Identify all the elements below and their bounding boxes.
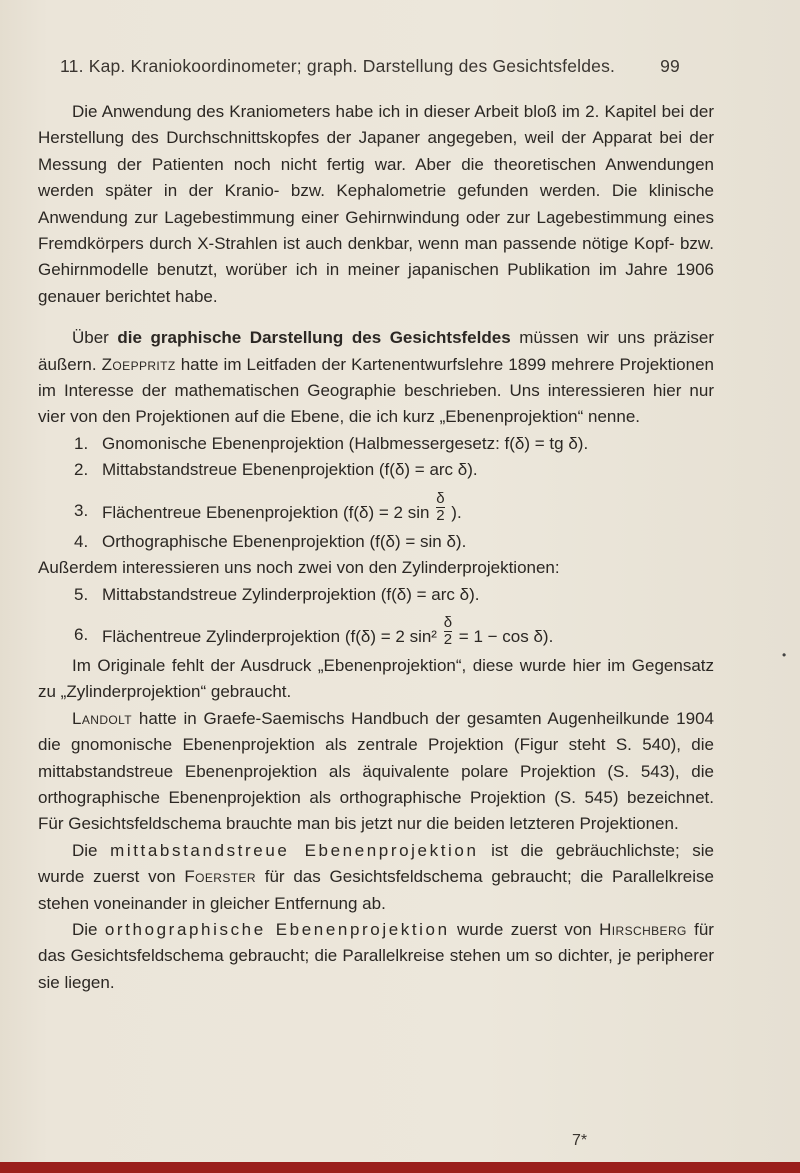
formula-post: = 1 − cos δ). [458,626,554,646]
p2-mid: müssen wir uns präziser äußern. [38,328,714,374]
p5-mid: ist die gebräuchlichste; sie wurde zuerst von [38,840,715,887]
running-header [60,56,680,77]
list-item [38,457,714,483]
body-text [38,99,714,996]
item-text [76,489,714,529]
formula-pre: Flächentreue Ebenenprojektion (f(δ) = 2 sin [102,502,430,522]
projection-list-plane [38,431,714,555]
p6-spaced-term: orthographische Ebenenprojektion [104,919,450,939]
paragraph-4 [38,706,714,838]
p6-author-name: Hirschberg [599,919,687,939]
signature-mark: 7* [572,1132,588,1149]
item-text: Gnomonische Ebenenprojektion (Halbmessergesetz: f(δ) = tg δ). [102,433,589,453]
fraction-numerator: δ [436,489,445,507]
projection-list-cylinder [38,582,714,653]
page-number: 99 [660,56,680,76]
item-number: 5. [74,584,89,604]
fraction-numerator: δ [443,613,453,631]
item-text [76,613,714,653]
p6-end: für das Gesichtsfeldschema gebraucht; die Parallelkreise stehen um so dichter, je peripherer sie liegen. [38,919,714,992]
ausserdem-line: Außerdem interessieren uns noch zwei von den Zylinderprojektionen: [38,558,560,578]
item-text: Mittabstandstreue Zylinderprojektion (f(δ) = arc δ). [102,584,480,604]
list-item [38,582,714,608]
p5-start: Die [72,840,98,860]
formula-post: ). [451,502,462,522]
item-number: 2. [74,460,89,480]
item-number: 1. [74,433,89,453]
paragraph-5 [38,838,714,917]
ink-spot: • [782,648,787,662]
list-item [38,484,714,529]
p5-end: für das Gesichtsfeldschema gebraucht; die Parallelkreise stehen voneinander in gleicher Entfernung ab. [38,867,714,913]
formula-pre: Flächentreue Zylinderprojektion (f(δ) = 2 sin² [102,626,437,646]
fraction [436,489,445,524]
fraction [443,613,453,648]
p2-start: Über [72,328,109,348]
item-text: Orthographische Ebenenprojektion (f(δ) = sin δ). [102,531,467,551]
paragraph-3: Im Originale fehlt der Ausdruck „Ebenenprojektion“, diese wurde hier im Gegensatz zu „Zylinderprojektion“ gebraucht. [38,655,714,702]
item-number: 4. [74,531,89,551]
page-edge-band [0,1162,800,1173]
p2-bold-phrase: die graphische Darstellung des Gesichtsfeldes [117,328,511,348]
p2-author-name: Zoeppritz [101,354,176,374]
p4-text: hatte in Graefe-Saemischs Handbuch der gesamten Augenheilkunde 1904 die gnomonische Ebenenprojektion als zentrale Projektion (Figur steht S. 540), die mittabstandstreue Ebenenprojektion als äquivalente polare Projektion (S. 543), die orthographische Ebenenprojektion als orthographische Projektion (S. 545) bezeichnet. Für Gesichtsfeldschema brauchte man bis jetzt nur die beiden letzteren Projektionen. [38,708,714,834]
paragraph-2 [38,325,714,431]
header-title: 11. Kap. Kraniokoordinometer; graph. Darstellung des Gesichtsfeldes. [60,56,616,76]
item-number: 3. [74,500,89,520]
p6-mid: wurde zuerst von [457,919,592,939]
item-text: Mittabstandstreue Ebenenprojektion (f(δ) = arc δ). [102,460,478,480]
list-item [38,608,714,653]
p2-end: hatte im Leitfaden der Kartenentwurfslehre 1899 mehrere Projektionen im Interesse der mathematischen Geographie beschrieben. Uns interessieren hier nur vier von den Projektionen auf die Ebene, die ich kurz „Ebenenprojektion“ nenne. [38,354,714,427]
list-item [38,431,714,457]
p5-spaced-term: mittabstandstreue Ebenenprojektion [110,840,479,860]
item-number: 6. [74,624,89,644]
p4-author-name: Landolt [72,708,133,728]
list-item [38,529,714,555]
paragraph-6 [38,917,714,996]
p5-author-name: Foerster [184,867,256,887]
fraction-denominator: 2 [443,630,453,648]
fraction-denominator: 2 [436,506,445,524]
paragraph-1: Die Anwendung des Kraniometers habe ich in dieser Arbeit bloß im 2. Kapitel bei der Herstellung des Durchschnittskopfes der Japaner angegeben, weil der Apparat bei der Messung der Patienten noch nicht fertig war. Aber die theoretischen Anwendungen werden später in der Kranio- bzw. Kephalometrie gefunden werden. Die klinische Anwendung zur Lagebestimmung einer Gehirnwindung oder zur Lagebestimmung eines Fremdkörpers durch X-Strahlen ist auch denkbar, wenn man passende nötige Kopf- bzw. Gehirnmodelle benutzt, worüber ich in meiner japanischen Publikation im Jahre 1906 genauer berichtet habe. [38,102,714,306]
p6-start: Die [72,919,98,939]
